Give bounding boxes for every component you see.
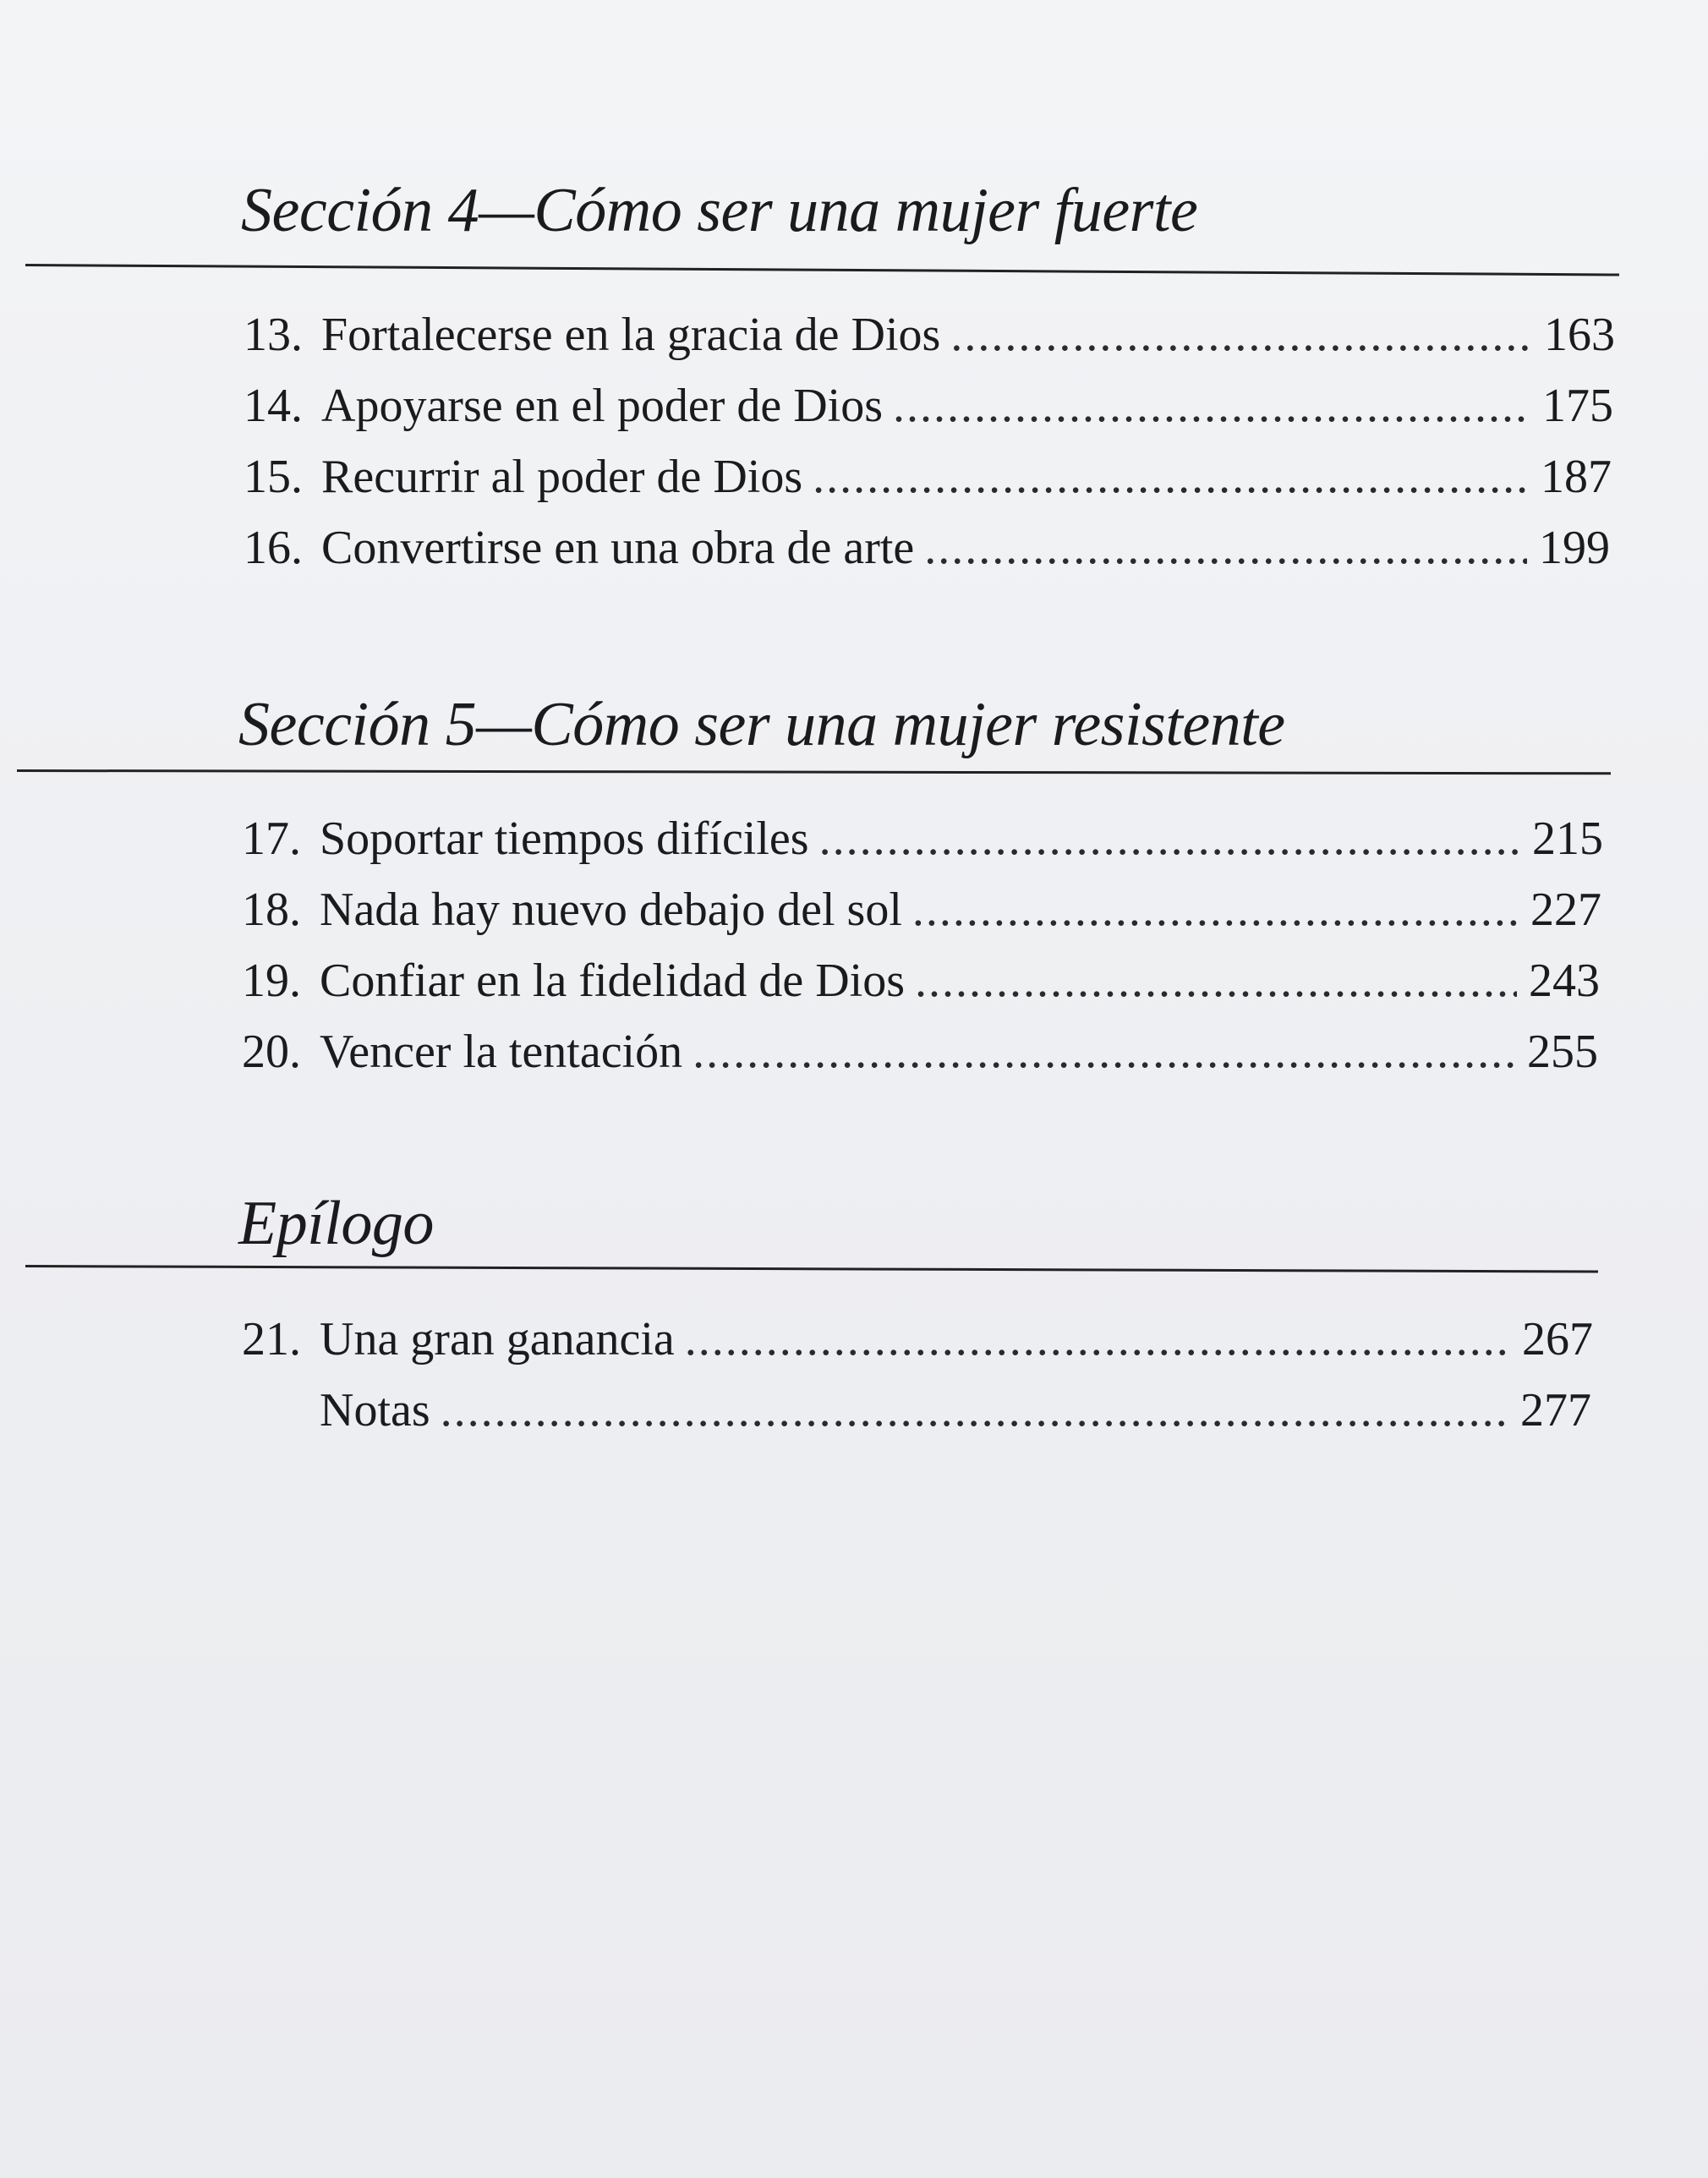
leader-dots	[915, 957, 1517, 1004]
toc-entry	[244, 524, 1610, 572]
toc-entry	[242, 955, 1600, 1007]
leader-dots	[819, 815, 1520, 862]
entry-number: 18.	[242, 884, 301, 936]
entry-number: 19.	[242, 955, 301, 1007]
entry-title: Una gran ganancia	[320, 1313, 675, 1365]
entry-number: 14.	[244, 380, 303, 432]
entry-page: 277	[1520, 1384, 1591, 1436]
entry-page: 199	[1539, 522, 1610, 574]
leader-dots	[441, 1387, 1508, 1434]
toc-entry	[242, 1313, 1593, 1365]
toc-entry	[244, 382, 1613, 430]
leader-dots	[813, 453, 1529, 501]
leader-dots	[693, 1028, 1515, 1075]
entry-page: 255	[1527, 1026, 1598, 1078]
toc-entry-notes	[242, 1384, 1591, 1436]
section-4-heading: Sección 4—Cómo ser una mujer fuerte	[241, 176, 1198, 245]
epilogue-rule	[25, 1265, 1598, 1272]
entry-page: 163	[1544, 309, 1615, 361]
entry-number: 13.	[244, 309, 303, 361]
toc-entry	[244, 453, 1612, 501]
section-5-rule	[17, 769, 1611, 774]
toc-entry	[244, 309, 1615, 361]
toc-entry	[242, 1026, 1598, 1078]
entry-title: Convertirse en una obra de arte	[321, 522, 915, 574]
entry-page: 267	[1522, 1313, 1593, 1365]
entry-title: Notas	[320, 1384, 430, 1436]
leader-dots	[912, 886, 1519, 933]
epilogue-heading: Epílogo	[238, 1189, 434, 1258]
leader-dots	[924, 524, 1527, 572]
entry-title: Confiar en la fidelidad de Dios	[320, 955, 906, 1007]
entry-page: 187	[1541, 451, 1612, 503]
leader-dots	[685, 1316, 1510, 1363]
toc-entry	[242, 813, 1603, 865]
entry-title: Vencer la tentación	[320, 1026, 683, 1078]
entry-number: 20.	[242, 1026, 301, 1078]
entry-number: 21.	[242, 1313, 301, 1365]
leader-dots	[950, 311, 1532, 358]
entry-number: 16.	[244, 522, 303, 574]
section-4-rule	[25, 264, 1619, 276]
section-5-heading: Sección 5—Cómo ser una mujer resistente	[238, 690, 1285, 759]
entry-page: 215	[1532, 813, 1603, 865]
leader-dots	[893, 382, 1530, 430]
entry-number: 17.	[242, 813, 301, 865]
entry-page: 175	[1542, 380, 1613, 432]
entry-title: Recurrir al poder de Dios	[321, 451, 803, 503]
entry-title: Fortalecerse en la gracia de Dios	[321, 309, 941, 361]
entry-title: Soportar tiempos difíciles	[320, 813, 809, 865]
entry-title: Nada hay nuevo debajo del sol	[320, 884, 902, 936]
entry-title: Apoyarse en el poder de Dios	[321, 380, 884, 432]
entry-number: 15.	[244, 451, 303, 503]
entry-page: 227	[1530, 884, 1601, 936]
entry-page: 243	[1529, 955, 1600, 1007]
toc-entry	[242, 884, 1601, 936]
